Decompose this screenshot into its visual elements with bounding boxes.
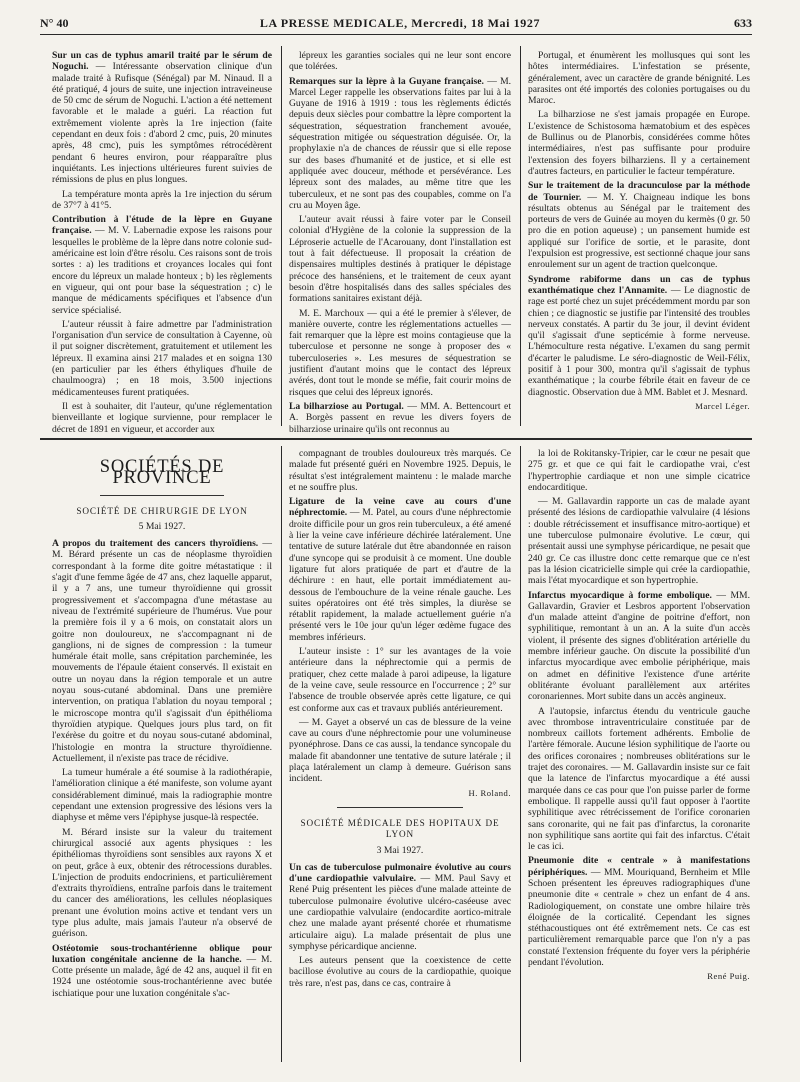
paragraph-text: Il est à souhaiter, dit l'auteur, qu'une réglementation bienveillante et logique survienne, pour remplacer le décret de 1891 en vigueur, et accorder aux xyxy=(52,400,272,435)
article-paragraph xyxy=(52,214,272,316)
page-number: 633 xyxy=(734,16,752,30)
paragraph-text: — M. Marcel Leger rappelle les observations faites par lui à la Guyane de 1916 à 1919 : tous les règlements édictés depuis deux siècles pour combattre la lèpre comportent la séquestration, séquestration franchement avouée, séquestration mitigée ou séquestration déguisée. Or, la prophylaxie n'a de chances de réussir que si elle repose sur des bases d'humanité et de justice, et si elle est appliquée avec douceur, méthode et persévérance. Les lépreux sont des malades, au même titre que les tuberculeux, et ne sont pas des coupables, comme on l'a cru au Moyen âge. xyxy=(289,75,512,211)
paragraph-text: Portugal, et énumèrent les mollusques qui sont les hôtes intermédiaires. L'infestation se présente, généralement, avec un caractère de grande bénignité. Les parasites ont été importés des colonies portugaises ou du Maroc. xyxy=(528,50,750,107)
article-paragraph xyxy=(52,50,272,186)
society-name: SOCIÉTÉ MÉDICALE DES HOPITAUX DE LYON xyxy=(300,817,500,840)
meeting-date: 3 Mai 1927. xyxy=(376,844,424,856)
paragraph-text: — MM. Gallavardin, Gravier et Lesbros apportent l'observation d'un malade atteint d'angine de poitrine d'effort, non syphilitique, remontant à un an. A la suite d'un accès violent, il présente des signes d'oblitération artérielle du membre inférieur gauche. On discute la possibilité d'un infarctus myocardique avec embolie périphérique, mais on admet en définitive l'existence d'une artérite oblitérante évoluant parallèlement aux artérites coronariennes. Mort subite dans un accès angineux. xyxy=(528,589,750,703)
article-heading: Un cas de tuberculose pulmonaire évolutive au cours d'une cardiopathie valvulaire. xyxy=(289,861,511,885)
author-signature: Marcel Léger. xyxy=(695,400,750,411)
column-divider xyxy=(520,46,521,426)
paragraph-text: A l'autopsie, infarctus étendu du ventricule gauche avec thrombose intraventriculaire constituée par de nombreux caillots fortement adhérents. Embolie de l'artère fémorale. Aucune lésion syphilitique de l'aorte ou des orifices coronaires ; nombreuses oblitérations sur le trajet des coronaires. — M. Gallavardin insiste sur ce fait que la latence de l'infarctus myocardique a été aussi marquée dans ce cas pour que l'on puisse parler de forme embolique. Il rappelle aussi qu'il faut opposer à l'aortite syphilitique avec rétrécissement de l'orifice coronarien sans coronarite, qui ne fait pas d'infarctus, la coronarite non syphilitique sans aortite qui fait des infarctus. C'était le cas ici. xyxy=(528,705,750,853)
divider xyxy=(337,807,463,808)
article-heading: Ostéotomie sous-trochantérienne oblique pour luxation congénitale ancienne de la hanche. xyxy=(52,942,272,965)
top-column-1 xyxy=(52,50,272,435)
paragraph-text: compagnant de troubles douloureux très marqués. Ce malade fut présenté guéri en Novembre 1925. Depuis, le résultat s'est intégralement maintenu : le malade marche et ne souffre plus. xyxy=(289,448,511,493)
article-paragraph xyxy=(528,855,750,968)
article-heading: La bilharziose au Portugal. xyxy=(289,400,404,412)
society-name: SOCIÉTÉ DE CHIRURGIE DE LYON xyxy=(76,505,248,516)
article-paragraph xyxy=(528,590,750,703)
article-paragraph xyxy=(289,76,511,212)
article-paragraph xyxy=(52,943,272,999)
paragraph xyxy=(289,448,511,493)
paragraph-text: M. E. Marchoux — qui a été le premier à s'élever, de manière ouverte, contre les réglementations actuelles — fait remarquer que la lèpre est moins contagieuse que la tuberculose et personne ne songe à proposer des « tuberculoseries ». Les mesures de séquestration se justifient d'autant moins que le contact des lépreux avérés, dont tout le monde se méfie, fait courir moins de risques que celui des lépreux ignorés. xyxy=(289,307,511,398)
paragraph-text: Les auteurs pensent que la coexistence de cette bacillose évolutive au cours de la cardiopathie, quoique très rare, n'est pas, dans ce cas, contraire à xyxy=(289,955,511,989)
paragraph-text: — M. Patel, au cours d'une néphrectomie droite difficile pour un gros rein tuberculeux, a été amené à lier la veine cave inférieure déchirée latéralement. Une tentative de suture latérale dut être abandonnée en raison d'une syncope qui se produisit à ce moment. Une double ligature fut alors pratiquée de part et d'autre de la déchirure : en haut, elle portait immédiatement au-dessous de l'embouchure de la veine rénale gauche. Les suites opératoires ont été très simples, la diurèse se rétablit rapidement, la malade actuellement guérie n'a présenté vers le 10e jour qu'un léger œdème fugace des membres inférieurs. xyxy=(289,507,511,643)
paragraph-text: — MM. A. Bettencourt et A. Borgès passent en revue les divers foyers de bilharziose urinaire qu'ils ont reconnus au xyxy=(289,400,511,435)
paragraph xyxy=(52,189,272,212)
paragraph xyxy=(528,50,750,106)
paragraph-text: — M. V. Labernadie expose les raisons pour lesquelles le problème de la lèpre dans notre colonie sud-américaine est loin d'être résolu. Ces raisons sont de trois sortes : a) les traditions et croyances locales qui font encore du lépreux un malade honteux ; b) les règlements en vigueur, qui ont pour base la séquestration ; c) le manque de médicaments spécifiques et l'absence d'un service spécialisé. xyxy=(52,225,272,316)
article-heading: Sur le traitement de la dracunculose par la méthode de Tournier. xyxy=(528,180,750,203)
paragraph xyxy=(52,827,272,940)
top-column-2 xyxy=(289,50,512,435)
top-column-3 xyxy=(528,50,750,432)
section-rule xyxy=(40,438,752,440)
paragraph xyxy=(528,109,750,177)
paragraph xyxy=(289,214,511,304)
header-rule xyxy=(40,34,752,35)
paragraph xyxy=(528,496,750,586)
paragraph xyxy=(289,308,511,398)
divider xyxy=(100,495,224,496)
issue-number: N° 40 xyxy=(40,16,69,30)
article-heading: Remarques sur la lèpre à la Guyane française. xyxy=(289,75,484,87)
meeting-date: 5 Mai 1927. xyxy=(138,520,186,532)
paragraph-text: — M. Cotte présente un malade, âgé de 42 ans, auquel il fit en 1924 une ostéotomie sous-trochantérienne avec butée ischiatique pour une luxation congénitale s'ac- xyxy=(52,953,272,999)
article-paragraph xyxy=(289,401,511,435)
author-signature: H. Roland. xyxy=(468,787,511,798)
paragraph-text: — M. Gayet a observé un cas de blessure de la veine cave au cours d'une néphrectomie pour une volumineuse pyonéphrose. Dans ce cas aussi, la tendance syncopale du malade fit abandonner une tentative de suture latérale ; il plaça latéralement un clamp à demeure. Guérison sans incident. xyxy=(289,716,511,785)
paragraph-text: — Intéressante observation clinique d'un malade traité à Rufisque (Sénégal) par M. Ninaud. Il a été pratiqué, 4 jours de suite, une injection intraveineuse de 50 cmc de sérum de Noguchi. L'action a été nettement favorable et le malade a guéri. La réaction fut extrêmement violente après la 1re injection (faite cependant en deux fois : d'abord 2 cmc, puis, 20 minutes après, 48 cmc), puis les symptômes rétrocédèrent pendant 6 heures environ, pour réapparaître plus inquiétants. Les injections ultérieures furent suivies de rémissions de plus en plus longues. xyxy=(52,61,272,186)
author-signature: René Puig. xyxy=(707,971,750,982)
paragraph-text: — M. Bérard présente un cas de néoplasme thyroïdien correspondant à la forme dite goitre métastatique : il s'agit d'une femme âgée de 47 ans, chez laquelle apparut, il y a 7 ans, une tumeur thyroïdienne qui grossit progressivement et s'accompagna d'une métastase au niveau de l'extrémité supérieure de l'humérus. Vue pour la première fois il y a 6 mois, on constatait alors un goitre non douloureux, ne s'accompagnant ni de ganglions, ni de signes de compression : la tumeur humérale était molle, sans crépitation parcheminée, les mouvements de l'épaule étaient conservés. Il existait en outre un noyau dans la région temporale et un autre noyau sous-cutané abdominal. Dans une première intervention, on pratiqua l'ablation du noyau temporal ; le microscope montra qu'il s'agissait d'un épithélioma thyroïdien atypique. Quelques jours plus tard, on fit l'exérèse du goitre et du noyau sous-cutané abdominal, l'histologie en montra la structure thyroïdienne. Actuellement, il n'existe pas trace de récidive. xyxy=(52,538,272,764)
paragraph-text: — Le diagnostic de rage est porté chez un sujet précédemment mordu par son chien ; ce diagnostic se justifie par l'intensité des troubles nerveux constatés. A partir du 3e jour, il devint évident qu'il s'agissait d'une septicémie à forme nerveuse. L'hémoculture resta négative. L'examen du sang permit d'écarter le paludisme. Le séro-diagnostic de Weil-Félix, positif à 1 pour 300, montra qu'il s'agissait de typhus exanthématique ; la courbe fébrile était en faveur de ce diagnostic. Observation due à MM. Bablet et J. Mesnard. xyxy=(528,284,750,398)
paragraph-text: — M. Gallavardin rapporte un cas de malade ayant présenté des lésions de cardiopathie valvulaire (4 lésions : double rétrécissement et insuffisance mitro-aortique) et une tuberculose pulmonaire évolutive. Le cœur, qui présentait aussi une symphyse péricardique, ne pesait que 240 gr. Ce cas illustre donc cette remarque que ce n'est pas la lésion cicatricielle simple qui crée la cardiopathie, mais l'état myocardique et son hypertrophie. xyxy=(528,496,750,587)
page-header xyxy=(0,0,800,34)
bottom-column-2 xyxy=(289,448,511,1060)
article-paragraph xyxy=(528,180,750,270)
paragraph xyxy=(528,706,750,853)
article-heading: Sur un cas de typhus amaril traité par le sérum de Noguchi. xyxy=(52,50,272,73)
bottom-column-3 xyxy=(528,448,750,1060)
paragraph-text: L'auteur avait réussi à faire voter par le Conseil colonial d'Hygiène de la colonie la suppression de la Léproserie actuelle de l'Acarouany, dont l'installation est tout à fait défectueuse. Il proposait la création de dispensaires multiples destinés à pratiquer le dépistage précoce des hanséniens, et le traitement de ceux ayant besoin d'être hospitalisés dans des salles spéciales des formations sanitaires existant déjà. xyxy=(289,214,511,305)
paragraph-text: La température monta après la 1re injection du sérum de 37°7 à 41°5. xyxy=(52,188,272,211)
article-heading: Syndrome rabiforme dans un cas de typhus exanthématique chez l'Annamite. xyxy=(528,273,750,296)
column-divider xyxy=(520,446,521,1062)
paragraph-text: L'auteur réussit à faire admettre par l'administration l'organisation d'un service de consultation à Cayenne, où il put soigner discrètement, gratuitement et utilement les lépreux. Il examina ainsi 217 malades et en soigna 130 (en particulier par les éthers éthyliques d'huile de chaulmoogra) ; en 18 mois, 3.500 injections médicamenteuses furent pratiquées. xyxy=(52,318,272,398)
paragraph xyxy=(52,319,272,398)
paragraph-text: la loi de Rokitansky-Tripier, car le cœur ne pesait que 275 gr. et que ce qui fait le cardiopathe vrai, c'est l'hypertrophie cardiaque et non une simple cicatrice endocarditique. xyxy=(528,448,750,493)
paragraph xyxy=(289,646,511,714)
paragraph xyxy=(289,50,511,73)
paragraph-text: La bilharziose ne s'est jamais propagée en Europe. L'existence de Schistosoma hæmatobium et des espèces de Bullinus ou de Planorbis, considérées comme hôtes intermédiaires, n'est pas suffisante pour produire l'extension des foyers bilharziens. Il y a certainement d'autres facteurs, en particulier le facteur température. xyxy=(528,109,750,177)
paragraph-text: — MM. Paul Savy et René Puig présentent les pièces d'une malade atteinte de tuberculose pulmonaire évolutive ulcéro-caséeuse avec une cardiopathie valvulaire (endocardite aortico-mitrale chez une malade ayant présenté chorée et rhumatisme articulaire aigu). La malade présentait de plus une symphyse péricardique ancienne. xyxy=(289,873,511,952)
journal-title: LA PRESSE MEDICALE, Mercredi, 18 Mai 1927 xyxy=(259,16,541,30)
article-heading: Pneumonie dite « centrale » à manifestations périphériques. xyxy=(528,855,750,878)
bottom-column-1 xyxy=(52,448,272,1060)
article-heading: Ligature de la veine cave au cours d'une néphrectomie. xyxy=(289,496,511,519)
paragraph-text: — M. Y. Chaigneau indique les bons résultats obtenus au Sénégal par le traitement des porteurs de vers de Guinée au moyen du kermès (0 gr. 50 pro die en potion aqueuse) ; un pansement humide est appliqué sur l'orifice de sortie, et le parasite, dont l'expulsion est progressive, est sectionné chaque jour sans enroulement sur un agent de traction quelconque. xyxy=(528,191,750,271)
paragraph xyxy=(289,717,511,785)
section-title: SOCIÉTÉS DE PROVINCE xyxy=(99,457,225,489)
article-heading: Contribution à l'étude de la lèpre en Guyane française. xyxy=(52,214,272,237)
article-paragraph xyxy=(289,496,511,643)
paragraph-text: M. Bérard insiste sur la valeur du traitement chirurgical associé aux agents physiques : les épithéliomas thyroïdiens sont sensibles aux rayons X et on peut, grâce à eux, obtenir des rétrocessions durables. L'injection de produits endocriniens, et particulièrement d'extraits thyroïdiens, entraîne parfois dans le traitement du cancer des améliorations, les cellules néoplasiques prenant une évolution moins active et tendant vers un type plus adulte, mais jamais l'auteur n'a observé de guérison. xyxy=(52,826,272,940)
article-paragraph xyxy=(52,538,272,764)
paragraph-text: L'auteur insiste : 1° sur les avantages de la voie antérieure dans la néphrectomie qui a permis de pratiquer, chez cette malade à paroi adipeuse, la ligature de la veine cave, seule ressource en l'occurrence ; 2° sur l'absence de trouble observée après cette ligature, ce qui est conforme aux cas et travaux publiés antérieurement. xyxy=(289,646,511,714)
article-paragraph xyxy=(528,274,750,398)
paragraph xyxy=(52,767,272,823)
paragraph xyxy=(528,448,750,493)
paragraph xyxy=(52,401,272,435)
column-divider xyxy=(281,446,282,1062)
article-heading: A propos du traitement des cancers thyroïdiens. xyxy=(52,538,259,550)
column-divider xyxy=(281,46,282,426)
paragraph-text: lépreux les garanties sociales qui ne leur sont encore que tolérées. xyxy=(289,50,511,73)
paragraph xyxy=(289,955,511,989)
paragraph-text: — MM. Mouriquand, Bernheim et Mlle Schoen présentent les épreuves radiographiques d'une pneumonie dite « centrale » chez un enfant de 4 ans. Radiologiquement, on constate une ombre hilaire très éloignée de la corticalité. Cependant les signes stéthacoustiques ont été extrêmement nets. Ce cas est particulièrement remarquable parce que l'on n'y a pas constaté l'extension fréquente du foyer vers la périphérie pendant l'évolution. xyxy=(528,866,750,969)
article-paragraph xyxy=(289,862,511,952)
paragraph-text: La tumeur humérale a été soumise à la radiothérapie, l'amélioration clinique a été manifeste, son volume ayant considérablement diminué, mais la radiographie montre cependant une extension progressive des lésions vers la diaphyse et même vers l'épiphyse jusque-là respectée. xyxy=(52,767,272,824)
article-heading: Infarctus myocardique à forme embolique. xyxy=(528,589,712,601)
